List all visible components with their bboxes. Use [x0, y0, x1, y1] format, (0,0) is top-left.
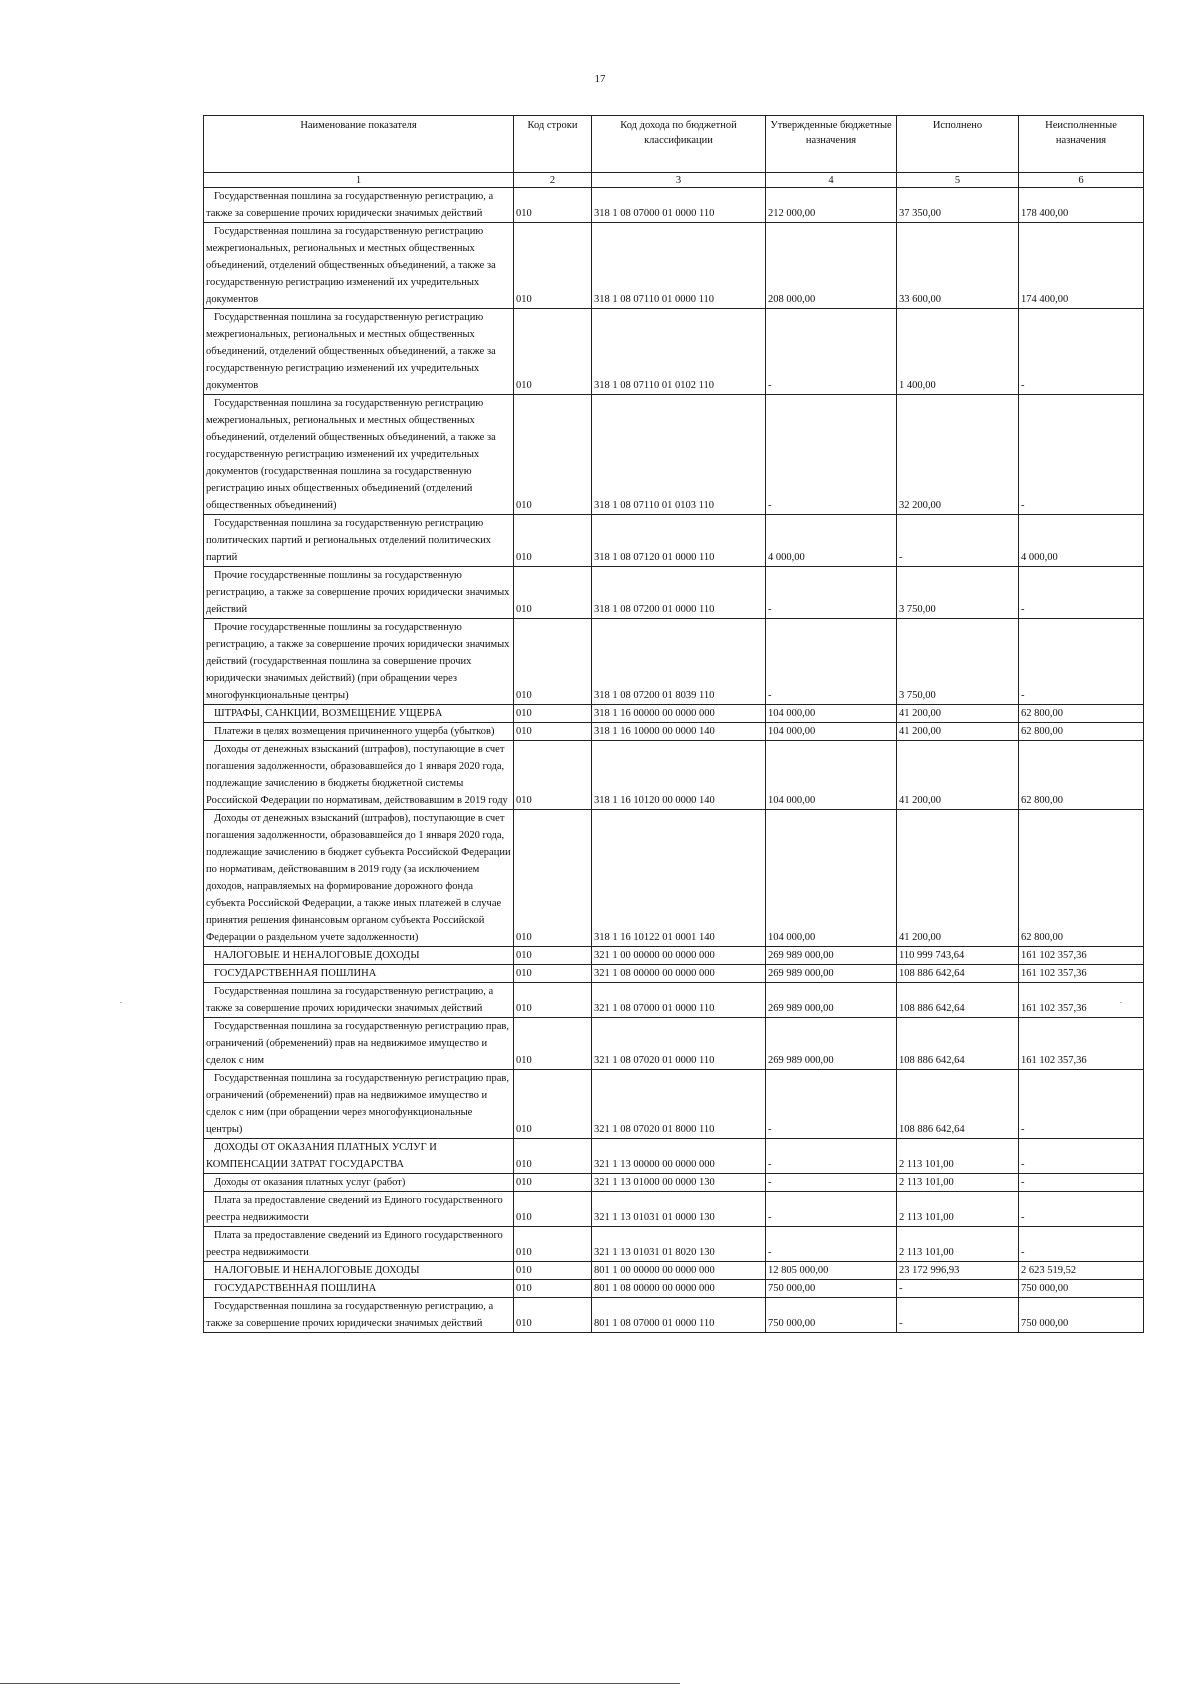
row-budget-code: 321 1 08 07020 01 8000 110 [592, 1070, 766, 1139]
row-approved-amount: 212 000,00 [766, 188, 897, 223]
row-executed-amount: 108 886 642,64 [897, 965, 1019, 983]
table-row [204, 1192, 1144, 1227]
row-budget-code: 318 1 08 07110 01 0000 110 [592, 223, 766, 309]
scan-edge-line [0, 1683, 680, 1684]
row-line-code: 010 [514, 723, 592, 741]
row-unexecuted-amount: - [1019, 1227, 1144, 1262]
row-approved-amount: - [766, 395, 897, 515]
row-unexecuted-amount: 2 623 519,52 [1019, 1262, 1144, 1280]
table-row [204, 515, 1144, 567]
row-unexecuted-amount: 62 800,00 [1019, 810, 1144, 947]
row-indicator-name: Прочие государственные пошлины за государственную регистрацию, а также за совершение прочих юридически значимых действий [204, 567, 514, 619]
row-line-code: 010 [514, 188, 592, 223]
row-approved-amount: 104 000,00 [766, 705, 897, 723]
column-number-row [204, 173, 1144, 188]
row-budget-code: 801 1 08 07000 01 0000 110 [592, 1298, 766, 1333]
table-row [204, 947, 1144, 965]
row-indicator-name: Прочие государственные пошлины за государственную регистрацию, а также за совершение прочих юридически значимых действий (государственная пошлина за совершение прочих юридически значимых действий) (при обращении через многофункциональные центры) [204, 619, 514, 705]
table-row [204, 1280, 1144, 1298]
row-budget-code: 801 1 00 00000 00 0000 000 [592, 1262, 766, 1280]
row-line-code: 010 [514, 705, 592, 723]
row-executed-amount: 2 113 101,00 [897, 1174, 1019, 1192]
row-indicator-name: Государственная пошлина за государственную регистрацию, а также за совершение прочих юридически значимых действий [204, 983, 514, 1018]
row-line-code: 010 [514, 1227, 592, 1262]
table-row [204, 309, 1144, 395]
row-unexecuted-amount: - [1019, 309, 1144, 395]
header-indicator-name: Наименование показателя [204, 116, 514, 173]
row-executed-amount: - [897, 515, 1019, 567]
row-indicator-name: ШТРАФЫ, САНКЦИИ, ВОЗМЕЩЕНИЕ УЩЕРБА [204, 705, 514, 723]
header-budget-classification-code: Код дохода по бюджетной классификации [592, 116, 766, 173]
row-budget-code: 318 1 08 07200 01 8039 110 [592, 619, 766, 705]
row-approved-amount: 269 989 000,00 [766, 983, 897, 1018]
row-unexecuted-amount: 62 800,00 [1019, 723, 1144, 741]
row-indicator-name: Государственная пошлина за государственную регистрацию межрегиональных, региональных и местных общественных объединений, отделений общественных объединений, а также за государственную регистрацию изменений их учредительных документов [204, 223, 514, 309]
row-executed-amount: 41 200,00 [897, 810, 1019, 947]
row-budget-code: 321 1 08 00000 00 0000 000 [592, 965, 766, 983]
row-approved-amount: 12 805 000,00 [766, 1262, 897, 1280]
header-approved: Утвержденные бюджетные назначения [766, 116, 897, 173]
table-row [204, 1298, 1144, 1333]
table-row [204, 741, 1144, 810]
table-row [204, 723, 1144, 741]
row-approved-amount: - [766, 1192, 897, 1227]
row-budget-code: 318 1 08 07000 01 0000 110 [592, 188, 766, 223]
row-line-code: 010 [514, 965, 592, 983]
row-line-code: 010 [514, 1018, 592, 1070]
row-unexecuted-amount: 4 000,00 [1019, 515, 1144, 567]
row-indicator-name: ГОСУДАРСТВЕННАЯ ПОШЛИНА [204, 965, 514, 983]
row-line-code: 010 [514, 810, 592, 947]
row-indicator-name: Плата за предоставление сведений из Единого государственного реестра недвижимости [204, 1227, 514, 1262]
table-row [204, 983, 1144, 1018]
row-approved-amount: 4 000,00 [766, 515, 897, 567]
row-unexecuted-amount: - [1019, 1192, 1144, 1227]
header-row [204, 116, 1144, 173]
row-executed-amount: 32 200,00 [897, 395, 1019, 515]
row-unexecuted-amount: 161 102 357,36 [1019, 1018, 1144, 1070]
row-executed-amount: 2 113 101,00 [897, 1192, 1019, 1227]
row-unexecuted-amount: - [1019, 1174, 1144, 1192]
row-approved-amount: 269 989 000,00 [766, 947, 897, 965]
row-approved-amount: 750 000,00 [766, 1298, 897, 1333]
row-unexecuted-amount: - [1019, 395, 1144, 515]
row-line-code: 010 [514, 1070, 592, 1139]
row-executed-amount: 110 999 743,64 [897, 947, 1019, 965]
table-row [204, 1070, 1144, 1139]
column-number: 3 [592, 173, 766, 188]
row-executed-amount: 2 113 101,00 [897, 1139, 1019, 1174]
column-number: 6 [1019, 173, 1144, 188]
row-executed-amount: 23 172 996,93 [897, 1262, 1019, 1280]
row-line-code: 010 [514, 1298, 592, 1333]
row-budget-code: 321 1 08 07020 01 0000 110 [592, 1018, 766, 1070]
scan-speck [1120, 1002, 1122, 1003]
row-approved-amount: - [766, 1174, 897, 1192]
row-line-code: 010 [514, 395, 592, 515]
table-row [204, 567, 1144, 619]
row-unexecuted-amount: - [1019, 1139, 1144, 1174]
row-indicator-name: Государственная пошлина за государственную регистрацию межрегиональных, региональных и местных общественных объединений, отделений общественных объединений, а также за государственную регистрацию изменений их учредительных документов (государственная пошлина за государственную регистрацию иных общественных объединений (отделений общественных объединений) [204, 395, 514, 515]
header-line-code: Код строки [514, 116, 592, 173]
row-approved-amount: 750 000,00 [766, 1280, 897, 1298]
row-line-code: 010 [514, 223, 592, 309]
row-executed-amount: 108 886 642,64 [897, 1018, 1019, 1070]
row-indicator-name: Государственная пошлина за государственную регистрацию политических партий и региональных отделений политических партий [204, 515, 514, 567]
row-budget-code: 318 1 16 10000 00 0000 140 [592, 723, 766, 741]
table-row [204, 965, 1144, 983]
row-approved-amount: 269 989 000,00 [766, 965, 897, 983]
scan-speck [120, 1002, 122, 1003]
row-unexecuted-amount: 62 800,00 [1019, 705, 1144, 723]
table-row [204, 1174, 1144, 1192]
column-number: 1 [204, 173, 514, 188]
row-budget-code: 321 1 13 01031 01 8020 130 [592, 1227, 766, 1262]
row-executed-amount: - [897, 1298, 1019, 1333]
column-number: 2 [514, 173, 592, 188]
income-report-table [203, 115, 1144, 1333]
row-budget-code: 318 1 08 07200 01 0000 110 [592, 567, 766, 619]
row-indicator-name: Плата за предоставление сведений из Единого государственного реестра недвижимости [204, 1192, 514, 1227]
row-line-code: 010 [514, 983, 592, 1018]
table-row [204, 1018, 1144, 1070]
row-executed-amount: 41 200,00 [897, 723, 1019, 741]
row-budget-code: 318 1 16 10120 00 0000 140 [592, 741, 766, 810]
table-body [204, 188, 1144, 1333]
row-unexecuted-amount: 161 102 357,36 [1019, 965, 1144, 983]
row-executed-amount: - [897, 1280, 1019, 1298]
row-indicator-name: ДОХОДЫ ОТ ОКАЗАНИЯ ПЛАТНЫХ УСЛУГ И КОМПЕНСАЦИИ ЗАТРАТ ГОСУДАРСТВА [204, 1139, 514, 1174]
row-budget-code: 801 1 08 00000 00 0000 000 [592, 1280, 766, 1298]
row-indicator-name: Государственная пошлина за государственную регистрацию прав, ограничений (обременений) прав на недвижимое имущество и сделок с ним [204, 1018, 514, 1070]
row-executed-amount: 108 886 642,64 [897, 983, 1019, 1018]
table-row [204, 1227, 1144, 1262]
row-executed-amount: 33 600,00 [897, 223, 1019, 309]
row-indicator-name: Государственная пошлина за государственную регистрацию, а также за совершение прочих юридически значимых действий [204, 188, 514, 223]
row-indicator-name: ГОСУДАРСТВЕННАЯ ПОШЛИНА [204, 1280, 514, 1298]
row-unexecuted-amount: 161 102 357,36 [1019, 983, 1144, 1018]
row-unexecuted-amount: - [1019, 619, 1144, 705]
row-unexecuted-amount: 178 400,00 [1019, 188, 1144, 223]
row-indicator-name: Государственная пошлина за государственную регистрацию прав, ограничений (обременений) прав на недвижимое имущество и сделок с ним (при обращении через многофункциональные центры) [204, 1070, 514, 1139]
row-approved-amount: 104 000,00 [766, 810, 897, 947]
row-approved-amount: 104 000,00 [766, 741, 897, 810]
row-line-code: 010 [514, 947, 592, 965]
table-row [204, 1139, 1144, 1174]
row-executed-amount: 41 200,00 [897, 705, 1019, 723]
row-approved-amount: 104 000,00 [766, 723, 897, 741]
row-indicator-name: Доходы от денежных взысканий (штрафов), поступающие в счет погашения задолженности, образовавшейся до 1 января 2020 года, подлежащие зачислению в бюджеты бюджетной системы Российской Федерации по нормативам, действовавшим в 2019 году [204, 741, 514, 810]
row-approved-amount: 269 989 000,00 [766, 1018, 897, 1070]
row-unexecuted-amount: - [1019, 567, 1144, 619]
row-approved-amount: - [766, 567, 897, 619]
row-line-code: 010 [514, 1192, 592, 1227]
row-indicator-name: Платежи в целях возмещения причиненного ущерба (убытков) [204, 723, 514, 741]
table-row [204, 810, 1144, 947]
row-budget-code: 321 1 00 00000 00 0000 000 [592, 947, 766, 965]
row-budget-code: 318 1 08 07120 01 0000 110 [592, 515, 766, 567]
row-approved-amount: - [766, 309, 897, 395]
row-unexecuted-amount: 174 400,00 [1019, 223, 1144, 309]
row-unexecuted-amount: 750 000,00 [1019, 1298, 1144, 1333]
row-indicator-name: НАЛОГОВЫЕ И НЕНАЛОГОВЫЕ ДОХОДЫ [204, 947, 514, 965]
row-budget-code: 318 1 16 10122 01 0001 140 [592, 810, 766, 947]
row-line-code: 010 [514, 1280, 592, 1298]
row-unexecuted-amount: 62 800,00 [1019, 741, 1144, 810]
row-approved-amount: 208 000,00 [766, 223, 897, 309]
row-budget-code: 318 1 08 07110 01 0102 110 [592, 309, 766, 395]
table-row [204, 395, 1144, 515]
row-indicator-name: Доходы от денежных взысканий (штрафов), поступающие в счет погашения задолженности, образовавшейся до 1 января 2020 года, подлежащие зачислению в бюджет субъекта Российской Федерации по нормативам, действовавшим в 2019 году (за исключением доходов, направляемых на формирование дорожного фонда субъекта Российской Федерации, а также иных платежей в случае принятия решения финансовым органом субъекта Российской Федерации о раздельном учете задолженности) [204, 810, 514, 947]
row-budget-code: 318 1 08 07110 01 0103 110 [592, 395, 766, 515]
row-approved-amount: - [766, 1070, 897, 1139]
row-budget-code: 321 1 13 01031 01 0000 130 [592, 1192, 766, 1227]
row-indicator-name: Доходы от оказания платных услуг (работ) [204, 1174, 514, 1192]
row-approved-amount: - [766, 1139, 897, 1174]
column-number: 4 [766, 173, 897, 188]
row-executed-amount: 108 886 642,64 [897, 1070, 1019, 1139]
row-executed-amount: 3 750,00 [897, 619, 1019, 705]
row-indicator-name: Государственная пошлина за государственную регистрацию межрегиональных, региональных и местных общественных объединений, отделений общественных объединений, а также за государственную регистрацию изменений их учредительных документов [204, 309, 514, 395]
row-indicator-name: Государственная пошлина за государственную регистрацию, а также за совершение прочих юридически значимых действий [204, 1298, 514, 1333]
table-row [204, 1262, 1144, 1280]
header-unexecuted: Неисполненные назначения [1019, 116, 1144, 173]
table-row [204, 705, 1144, 723]
page-number: 17 [594, 73, 606, 85]
row-executed-amount: 2 113 101,00 [897, 1227, 1019, 1262]
row-line-code: 010 [514, 619, 592, 705]
row-approved-amount: - [766, 1227, 897, 1262]
row-unexecuted-amount: - [1019, 1070, 1144, 1139]
row-line-code: 010 [514, 309, 592, 395]
table-row [204, 223, 1144, 309]
row-line-code: 010 [514, 741, 592, 810]
row-executed-amount: 37 350,00 [897, 188, 1019, 223]
row-budget-code: 321 1 13 01000 00 0000 130 [592, 1174, 766, 1192]
row-budget-code: 321 1 08 07000 01 0000 110 [592, 983, 766, 1018]
row-budget-code: 318 1 16 00000 00 0000 000 [592, 705, 766, 723]
table-row [204, 188, 1144, 223]
column-number: 5 [897, 173, 1019, 188]
row-budget-code: 321 1 13 00000 00 0000 000 [592, 1139, 766, 1174]
row-line-code: 010 [514, 1139, 592, 1174]
header-executed: Исполнено [897, 116, 1019, 173]
row-approved-amount: - [766, 619, 897, 705]
table-row [204, 619, 1144, 705]
row-unexecuted-amount: 161 102 357,36 [1019, 947, 1144, 965]
row-executed-amount: 1 400,00 [897, 309, 1019, 395]
row-line-code: 010 [514, 1174, 592, 1192]
row-line-code: 010 [514, 515, 592, 567]
row-executed-amount: 41 200,00 [897, 741, 1019, 810]
row-line-code: 010 [514, 567, 592, 619]
row-line-code: 010 [514, 1262, 592, 1280]
row-indicator-name: НАЛОГОВЫЕ И НЕНАЛОГОВЫЕ ДОХОДЫ [204, 1262, 514, 1280]
row-unexecuted-amount: 750 000,00 [1019, 1280, 1144, 1298]
row-executed-amount: 3 750,00 [897, 567, 1019, 619]
